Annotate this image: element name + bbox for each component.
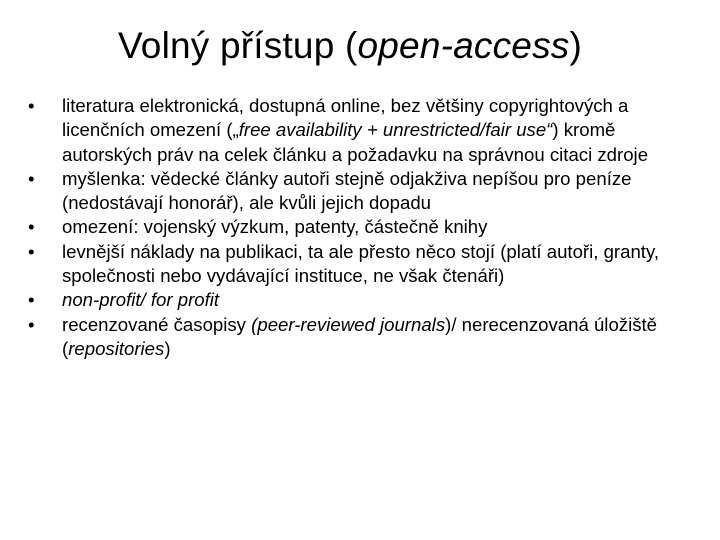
bullet-icon: • bbox=[28, 289, 35, 311]
bullet-6-text-b: (peer-reviewed journals bbox=[251, 313, 446, 335]
bullet-icon: • bbox=[28, 240, 35, 262]
bullet-2-text: myšlenka: vědecké články autoři stejně odjakživa nepíšou pro peníze (nedostávají honorář), ale kvůli jejich dopadu bbox=[62, 167, 632, 214]
bullet-icon: • bbox=[28, 216, 35, 238]
bullet-item-3 bbox=[28, 215, 688, 239]
bullet-1-text-a: literatura elektronická, dostupná online, bez většiny copyrightových a licenčních omezení („ bbox=[62, 95, 629, 141]
title-main: Volný přístup ( bbox=[117, 25, 358, 66]
title-italic: open-access bbox=[357, 25, 570, 66]
title-end: ) bbox=[569, 25, 583, 66]
bullet-6-text-e: ) bbox=[164, 337, 171, 359]
bullet-icon: • bbox=[28, 167, 35, 189]
bullet-3-text: omezení: vojenský výzkum, patenty, částečně knihy bbox=[62, 216, 488, 238]
bullet-6-text-a: recenzované časopisy bbox=[62, 313, 252, 335]
bullet-item-4 bbox=[28, 240, 688, 289]
bullet-item-6 bbox=[28, 313, 688, 362]
bullet-item-1 bbox=[28, 94, 688, 167]
bullet-icon: • bbox=[28, 313, 35, 335]
bullet-5-text: non-profit/ for profit bbox=[62, 289, 220, 311]
bullet-item-2 bbox=[28, 167, 688, 216]
bullet-icon: • bbox=[28, 95, 35, 116]
bullet-6-text-d: repositories bbox=[68, 337, 165, 359]
bullet-1-text-c: ) kromě autorských práv na celek článku a požadavku na správnou citaci zdroje bbox=[62, 119, 649, 165]
bullet-6-text-c: )/ nerecenzovaná úložiště ( bbox=[62, 313, 658, 359]
slide-title bbox=[0, 20, 700, 72]
bullet-4-text: levnější náklady na publikaci, ta ale přesto něco stojí (platí autoři, granty, společnosti nebo vydávající instituce, ne však čtenáři) bbox=[62, 240, 660, 287]
bullet-1-text-b: free availability + unrestricted/fair use“ bbox=[238, 119, 553, 141]
bullet-list bbox=[28, 94, 688, 361]
bullet-item-5 bbox=[28, 288, 688, 312]
